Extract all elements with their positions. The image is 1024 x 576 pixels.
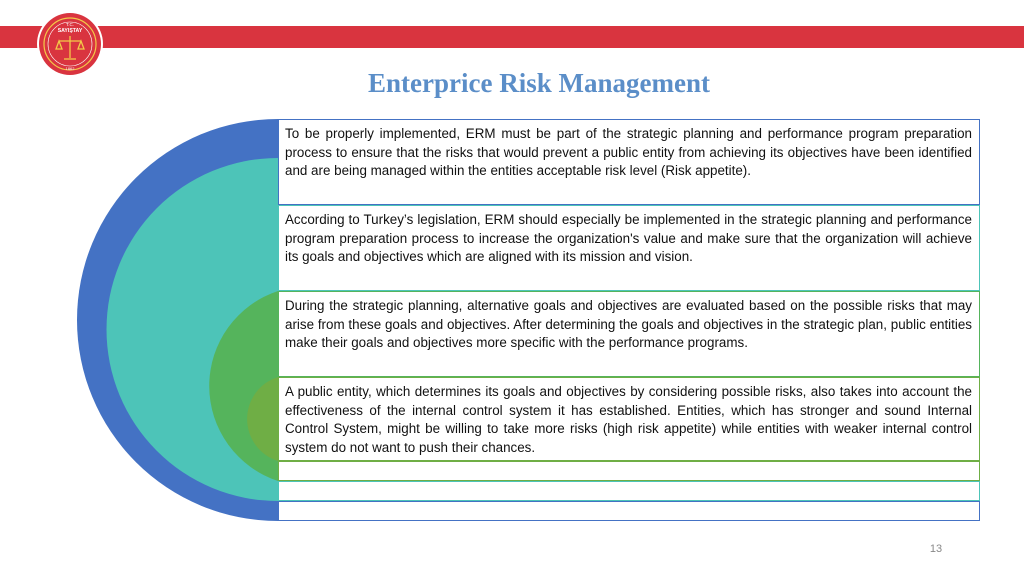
logo-name: SAYIŞTAY <box>57 28 83 34</box>
item-1 <box>278 119 980 205</box>
item-1-text: To be properly implemented, ERM must be part of the strategic planning and performance program preparation process to ensure that the risks that would prevent a public entity from achieving its objectives have been identified and are being managed within the entities acceptable risk level (Risk appetite). <box>285 126 972 179</box>
empty-row-1 <box>278 461 980 481</box>
item-4 <box>278 377 980 461</box>
item-2 <box>278 205 980 291</box>
empty-row-3 <box>278 501 980 521</box>
logo-top-text: T.C. <box>65 22 75 27</box>
arc-ring-3 <box>209 291 278 481</box>
page-title: Enterprice Risk Management <box>368 68 710 98</box>
page-number: 13 <box>929 543 943 555</box>
empty-row-2 <box>278 481 980 501</box>
item-3 <box>278 291 980 377</box>
arc-ring-4 <box>247 377 278 461</box>
arc-ring-2 <box>107 158 278 501</box>
item-2-text: According to Turkey’s legislation, ERM should especially be implemented in the strategic planning and performance program preparation process to increase the organization's value and make sure that the organization will achieve its goals and objectives which are aligned with its mission and vision. <box>285 212 972 265</box>
item-4-text: A public entity, which determines its goals and objectives by considering possible risks, also takes into account the effectiveness of the internal control system it has established. Entities, which has stronger and sound Internal Control System, might be willing to take more risks (high risk appetite) while entities with weaker internal control system do not want to push their chances. <box>285 384 972 455</box>
item-3-text: During the strategic planning, alternative goals and objectives are evaluated based on the possible risks that may arise from these goals and objectives. After determining the goals and objectives in the strategic plan, public entities make their goals and objectives more specific with the performance programs. <box>285 298 972 351</box>
header-band <box>0 26 1024 48</box>
arc-ring-1 <box>77 119 278 521</box>
logo-year: 1862 <box>65 66 75 71</box>
